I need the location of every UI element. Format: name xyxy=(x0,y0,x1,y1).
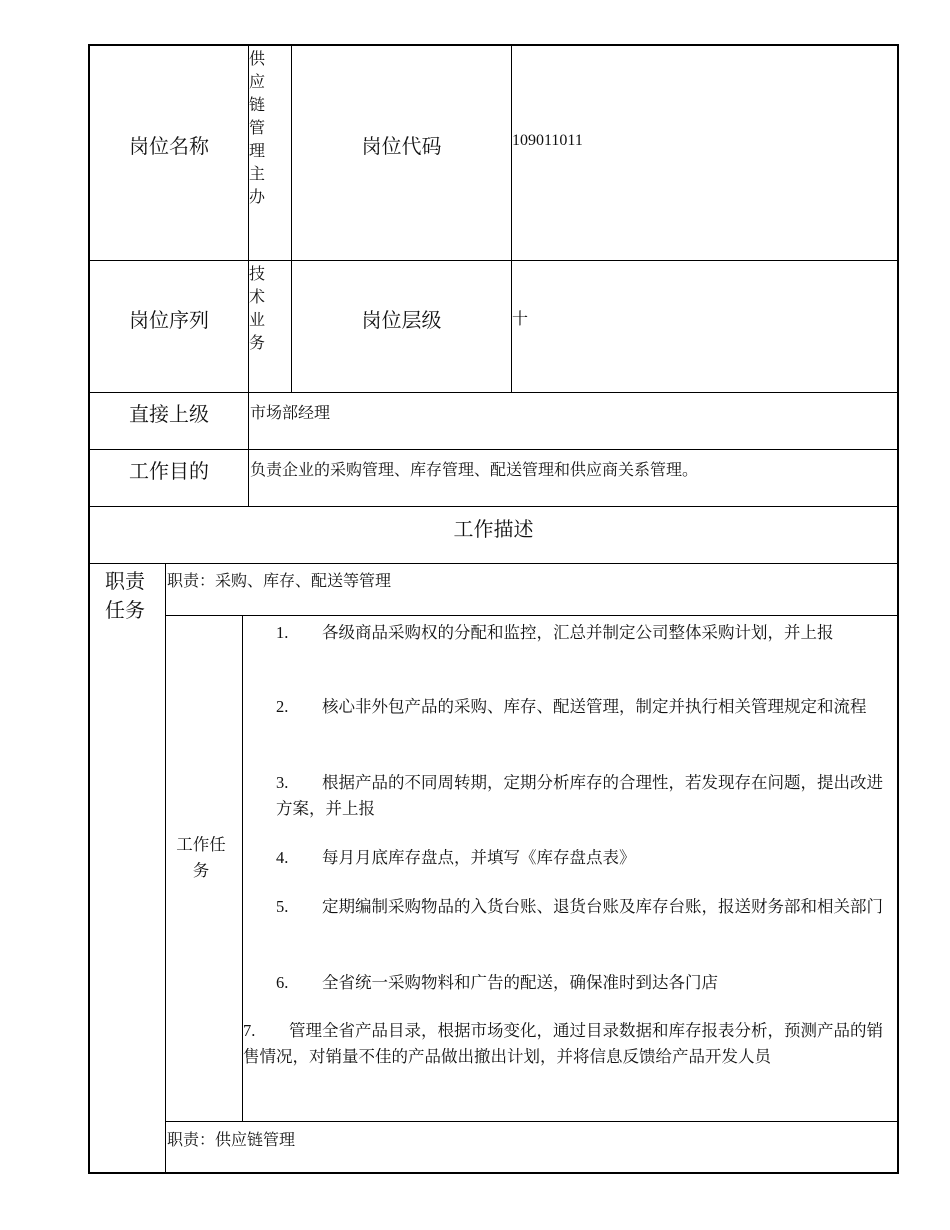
task-text: 全省统一采购物料和广告的配送，确保准时到达各门店 xyxy=(322,973,718,992)
task-number: 2. xyxy=(276,697,289,716)
task-item xyxy=(243,1018,888,1070)
task-item xyxy=(276,694,886,720)
duty1-title: 职责：采购、库存、配送等管理 xyxy=(167,573,392,590)
post-name-label: 岗位名称 xyxy=(129,136,209,158)
task-text: 每月月底库存盘点，并填写《库存盘点表》 xyxy=(322,848,636,867)
task-text: 各级商品采购权的分配和监控，汇总并制定公司整体采购计划，并上报 xyxy=(322,623,834,642)
task-text: 管理全省产品目录，根据市场变化，通过目录数据和库存报表分析，预测产品的销售情况，对销量不佳的产品做出撤出计划，并将信息反馈给产品开发人员 xyxy=(243,1021,883,1066)
table-border-top xyxy=(88,44,899,46)
task-item xyxy=(276,845,886,871)
table-border-bottom xyxy=(88,1172,899,1174)
superior-value: 市场部经理 xyxy=(250,405,331,422)
task-number: 7. xyxy=(243,1021,256,1040)
task-text: 核心非外包产品的采购、库存、配送管理，制定并执行相关管理规定和流程 xyxy=(322,697,867,716)
task-item xyxy=(276,770,886,822)
post-name-value: 供应链管理主办 xyxy=(249,51,266,206)
post-level-label: 岗位层级 xyxy=(361,310,442,332)
duty-label: 职责任务 xyxy=(105,571,145,622)
col-divider xyxy=(291,44,292,392)
task-number: 5. xyxy=(276,897,289,916)
task-number: 1. xyxy=(276,623,289,642)
task-text: 定期编制采购物品的入货台账、退货台账及库存台账，报送财务部和相关部门 xyxy=(322,897,883,916)
row-divider xyxy=(165,615,899,616)
task-text: 根据产品的不同周转期，定期分析库存的合理性，若发现存在问题，提出改进方案，并上报 xyxy=(276,773,883,818)
row-divider xyxy=(88,506,899,507)
task-number: 6. xyxy=(276,973,289,992)
task-item xyxy=(276,970,886,996)
table-border-left xyxy=(88,44,90,1174)
row-divider xyxy=(88,449,899,450)
duty2-title: 职责：供应链管理 xyxy=(167,1132,296,1149)
row-divider xyxy=(165,1121,899,1122)
task-item xyxy=(276,894,886,920)
post-code-label: 岗位代码 xyxy=(361,136,442,158)
row-divider xyxy=(88,563,899,564)
purpose-value: 负责企业的采购管理、库存管理、配送管理和供应商关系管理。 xyxy=(250,462,699,479)
post-code-value: 109011011 xyxy=(512,132,583,149)
post-series-value: 技术业务 xyxy=(249,266,266,352)
purpose-label: 工作目的 xyxy=(129,461,209,483)
table-border-right xyxy=(897,44,899,1174)
post-level-value: 十 xyxy=(512,311,529,328)
col-divider xyxy=(511,44,512,392)
task-number: 3. xyxy=(276,773,289,792)
superior-label: 直接上级 xyxy=(129,404,209,426)
task-number: 4. xyxy=(276,848,289,867)
row-divider xyxy=(88,260,899,261)
description-heading: 工作描述 xyxy=(453,519,534,541)
tasks-label: 工作任务 xyxy=(176,835,226,880)
row-divider xyxy=(88,392,899,393)
post-series-label: 岗位序列 xyxy=(129,310,209,332)
task-item xyxy=(276,620,886,646)
